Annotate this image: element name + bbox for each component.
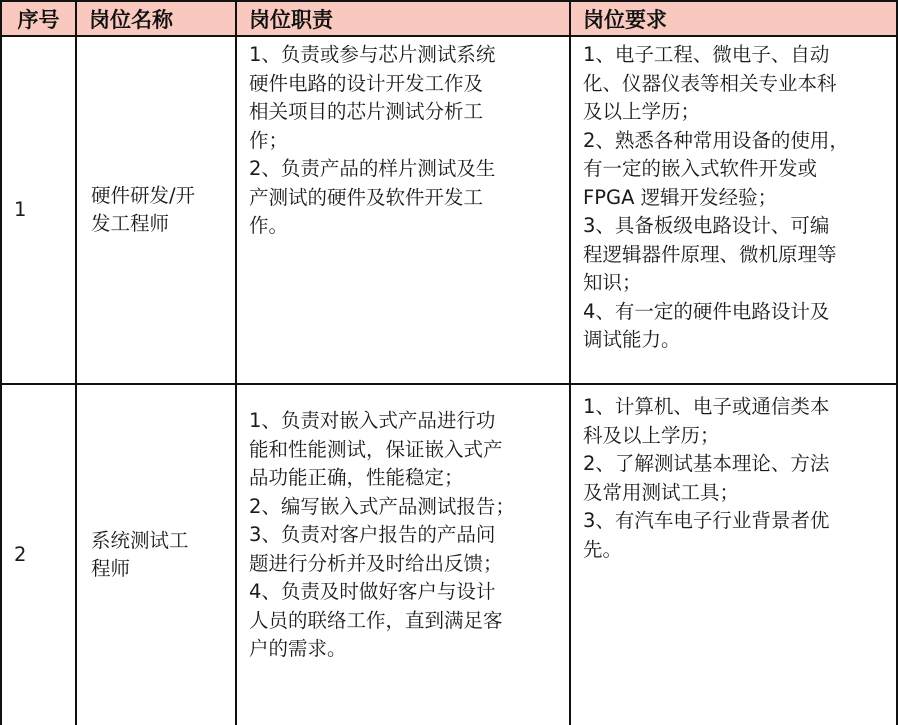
name-line: 硬件研发/开 [91,183,196,207]
table-row [1,36,897,384]
req-line: 4、有一定的硬件电路设计及 [583,299,830,323]
req-line: 有一定的嵌入式软件开发或 [583,157,818,180]
req-line: 3、有汽车电子行业背景者优 [583,509,830,532]
req-line: 程逻辑器件原理、微机原理等 [583,242,837,266]
duty-line: 产测试的硬件及软件开发工 [249,185,484,209]
duty-line: 1、负责或参与芯片测试系统 [249,43,496,66]
duty-line: 能和性能测试，保证嵌入式产 [249,437,503,461]
duty-line: 人员的联络工作，直到满足客 [249,608,503,632]
header-no: 序号 [1,1,76,36]
row-duty [236,384,570,725]
req-line: 先。 [583,537,623,561]
req-line: 2、熟悉各种常用设备的使用， [583,128,849,152]
duty-line: 1、负责对嵌入式产品进行功 [249,409,496,432]
duty-line: 2、负责产品的样片测试及生 [249,157,496,180]
name-line: 发工程师 [91,212,170,235]
header-req: 岗位要求 [570,1,897,36]
table-row [1,384,897,725]
duty-line: 3、负责对客户报告的产品问 [249,523,496,546]
duty-line: 题进行分析并及时给出反馈； [249,551,503,575]
req-line: 1、计算机、电子或通信类本 [583,395,830,418]
duty-line: 户的需求。 [249,637,347,660]
req-line: 化、仪器仪表等相关专业本科 [583,71,837,95]
row-no: 1 [1,36,76,384]
duty-line: 4、负责及时做好客户与设计 [249,580,496,603]
duty-line: 硬件电路的设计开发工作及 [249,71,484,95]
row-name [76,36,236,384]
row-req [570,384,897,725]
header-duty: 岗位职责 [236,1,570,36]
req-line: 3、具备板级电路设计、可编 [583,214,830,237]
duty-line: 2、编写嵌入式产品测试报告； [249,494,515,518]
req-line: 调试能力。 [583,328,681,351]
duty-line: 品功能正确，性能稳定； [249,466,464,489]
req-line: 2、了解测试基本理论、方法 [583,452,830,475]
req-line: 知识； [583,271,642,294]
row-no: 2 [1,384,76,725]
duty-line: 相关项目的芯片测试分析工 [249,100,484,123]
name-line: 程师 [91,557,131,580]
name-line: 系统测试工 [91,528,189,552]
duty-line: 作； [249,128,289,152]
header-name: 岗位名称 [76,1,236,36]
req-line: 科及以上学历； [583,423,720,447]
header-row [1,1,897,36]
req-line: 1、电子工程、微电子、自动 [583,43,830,66]
req-line: 及常用测试工具； [583,480,740,504]
req-line: 及以上学历； [583,100,701,123]
duty-line: 作。 [249,214,289,237]
req-line: FPGA 逻辑开发经验； [583,185,778,209]
row-duty [236,36,570,384]
row-name [76,384,236,725]
row-req [570,36,897,384]
